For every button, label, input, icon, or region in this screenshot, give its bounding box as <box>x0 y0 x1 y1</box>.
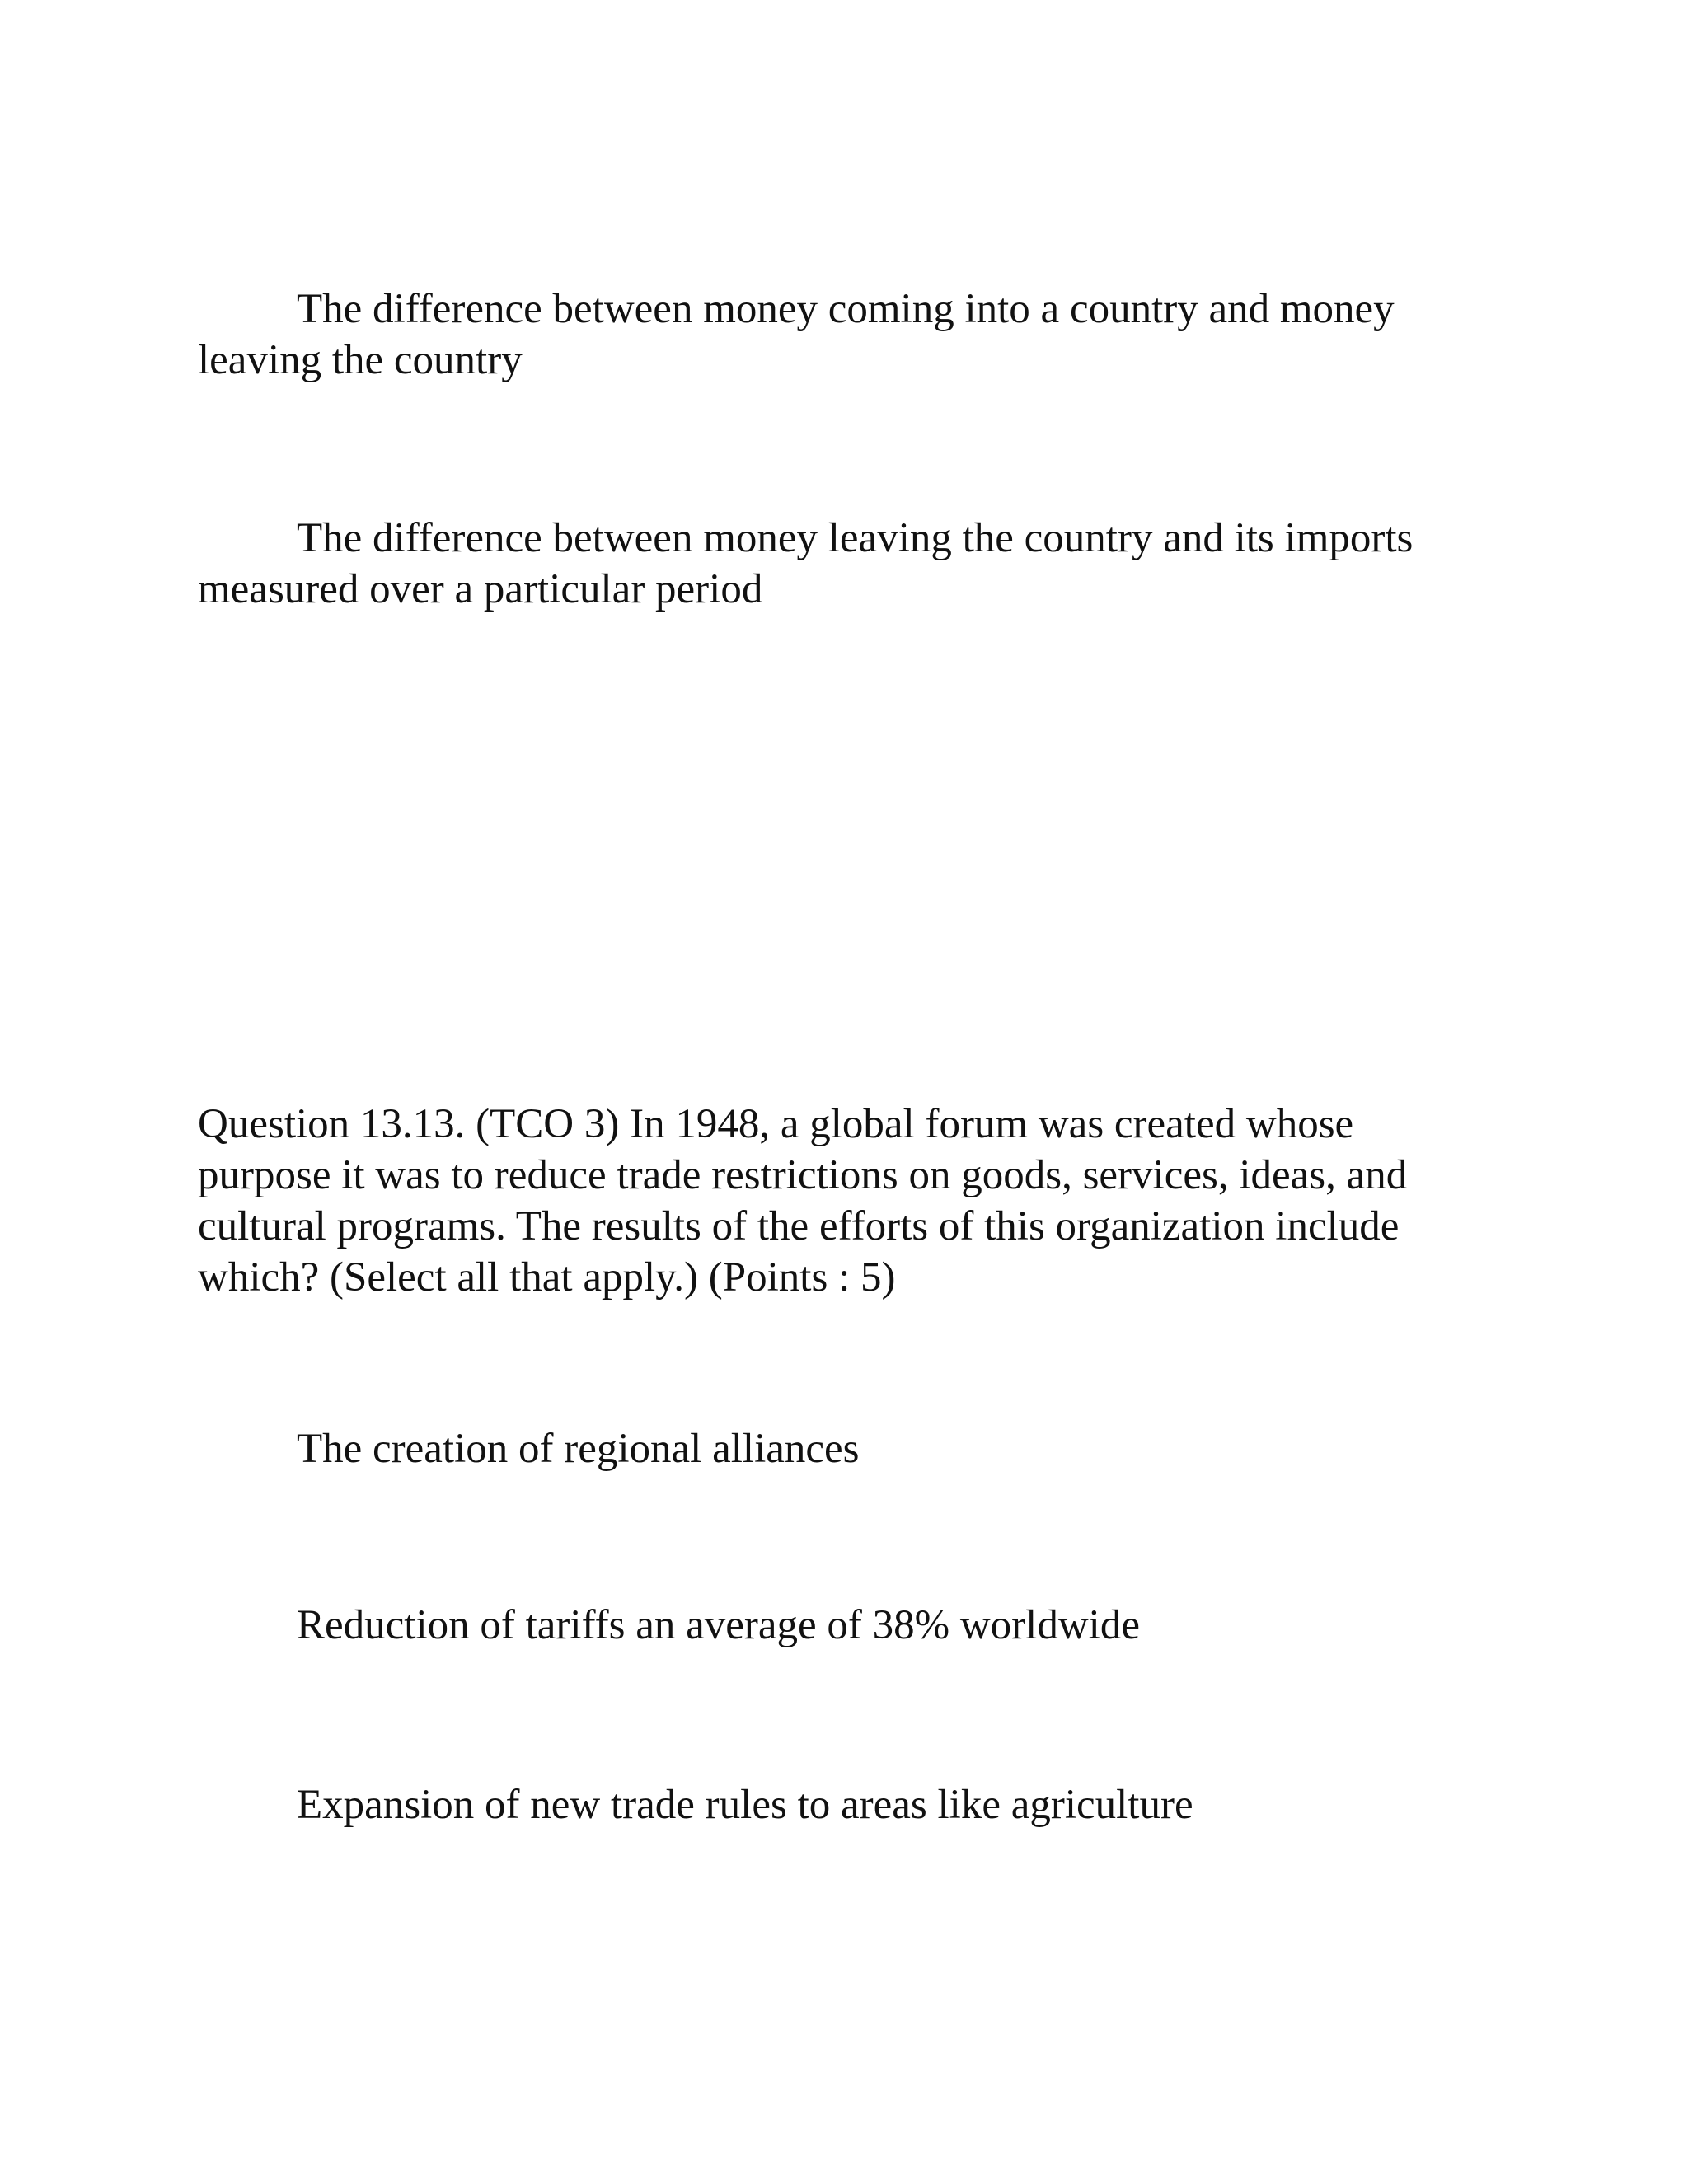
question-text: Question 13.13. (TCO 3) In 1948, a global forum was created whose purpose it was to reduce trade restrictions on goods, services, ideas, and cultural programs. The results of the efforts of this organization include which? (Select all that apply.) (Points : 5) <box>198 1101 1408 1301</box>
answer-choice[interactable]: Reduction of tariffs an average of 38% worldwide <box>297 1602 1140 1648</box>
answer-choice[interactable]: The creation of regional alliances <box>297 1426 860 1472</box>
previous-answer-option: The difference between money leaving the country and its imports measured over a particular period <box>198 515 1414 612</box>
previous-answer-option: The difference between money coming into a country and money leaving the country <box>198 286 1395 383</box>
answer-choice[interactable]: Expansion of new trade rules to areas like agriculture <box>297 1782 1193 1828</box>
